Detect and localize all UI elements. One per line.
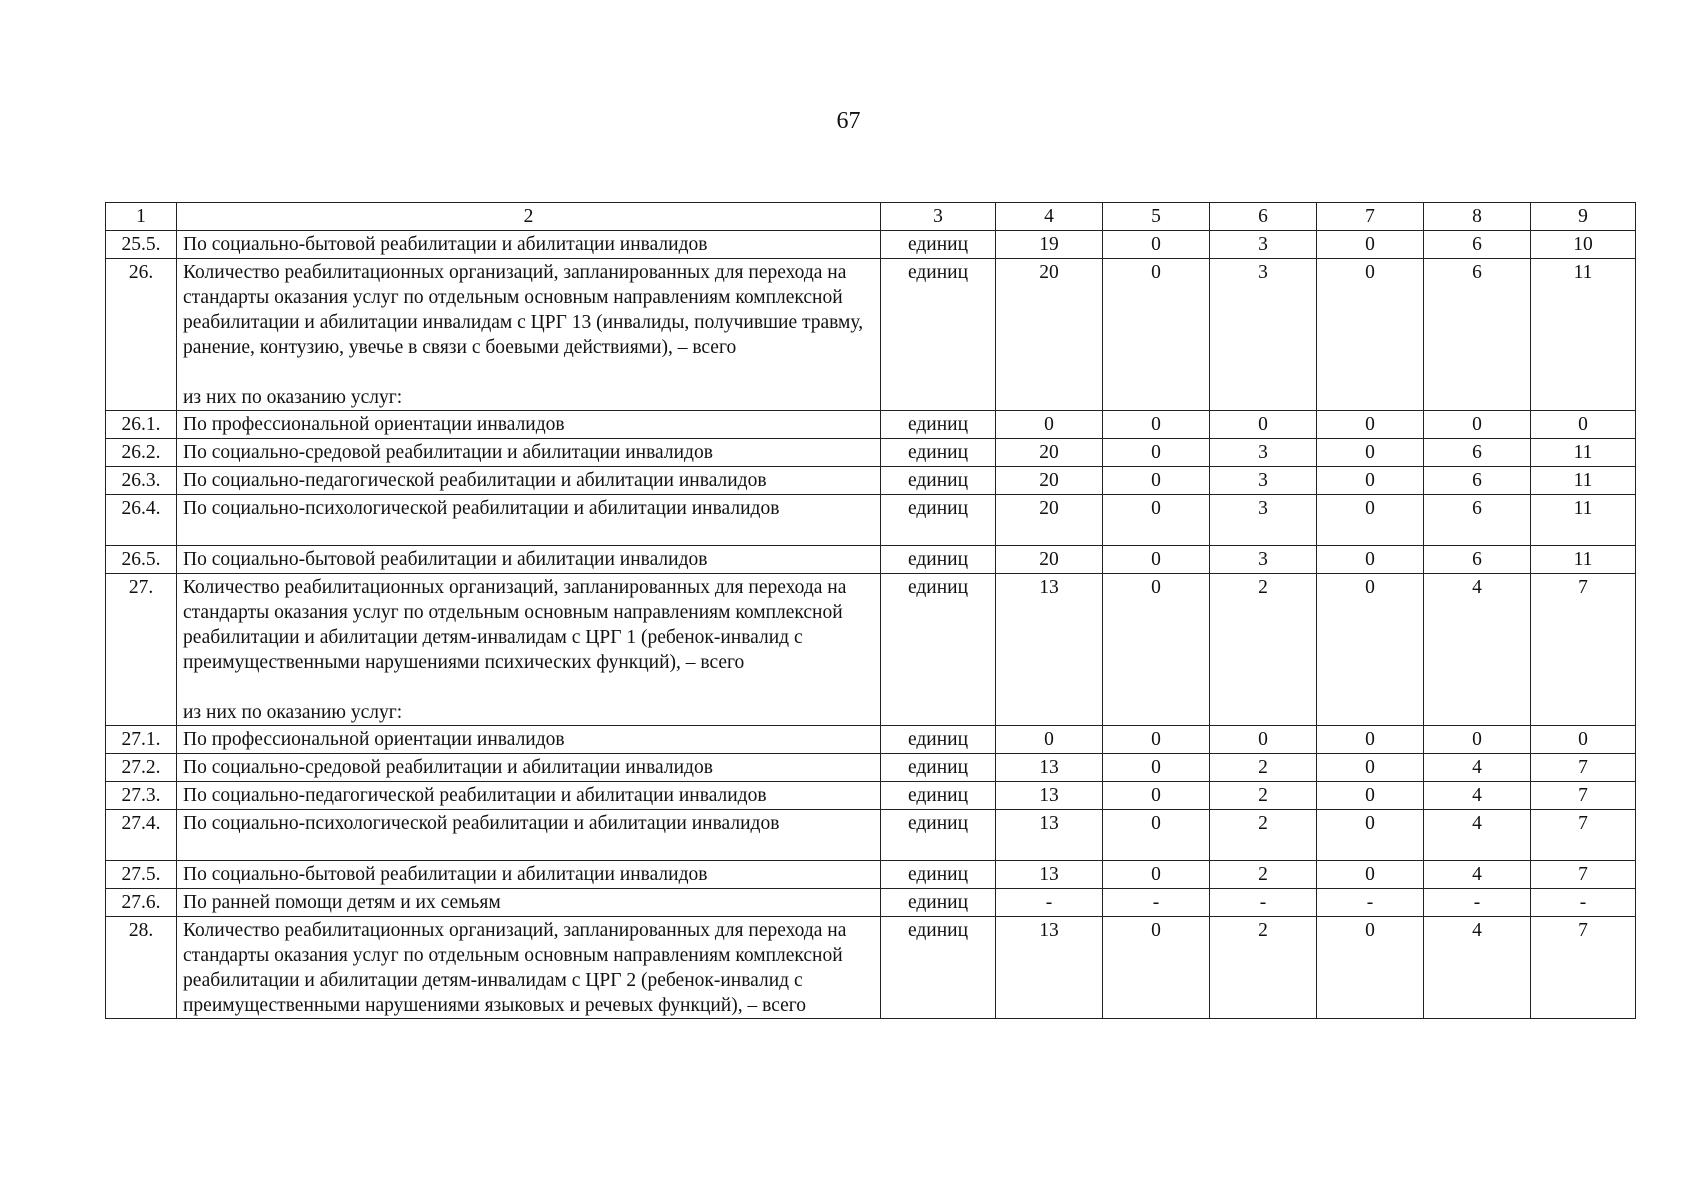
- value-cell: 4: [1424, 917, 1531, 1019]
- value-cell: 20: [996, 495, 1103, 546]
- value-cell: 2: [1210, 810, 1317, 861]
- value-cell: 7: [1531, 861, 1636, 889]
- value-cell: 0: [1103, 495, 1210, 546]
- row-unit: единиц: [881, 754, 996, 782]
- column-number-header-row: [106, 203, 1636, 231]
- value-cell: 0: [1424, 411, 1531, 439]
- value-cell: 20: [996, 546, 1103, 574]
- indicators-table: [105, 202, 1636, 1019]
- row-name: По профессиональной ориентации инвалидов: [177, 726, 881, 754]
- value-cell: 13: [996, 917, 1103, 1019]
- value-cell: 0: [1210, 726, 1317, 754]
- table-row: [106, 546, 1636, 574]
- row-unit: единиц: [881, 495, 996, 546]
- row-name: По социально-психологической реабилитации и абилитации инвалидов: [177, 810, 881, 861]
- value-cell: 0: [1103, 411, 1210, 439]
- value-cell: 13: [996, 574, 1103, 726]
- row-unit: единиц: [881, 782, 996, 810]
- value-cell: 13: [996, 810, 1103, 861]
- value-cell: 11: [1531, 546, 1636, 574]
- row-description: [177, 574, 881, 726]
- value-cell: 10: [1531, 231, 1636, 259]
- row-name: По социально-психологической реабилитации и абилитации инвалидов: [177, 495, 881, 546]
- table-row: [106, 810, 1636, 861]
- value-cell: 0: [1103, 259, 1210, 411]
- value-cell: 0: [1317, 574, 1424, 726]
- row-name: По социально-бытовой реабилитации и абилитации инвалидов: [177, 861, 881, 889]
- row-name: По социально-бытовой реабилитации и абилитации инвалидов: [177, 546, 881, 574]
- row-name: Количество реабилитационных организаций, запланированных для перехода на стандарты оказания услуг по отдельным основным направлениям комплексной реабилитации и абилитации детям-инвалидам с ЦРГ 1 (ребенок-инвалид с преимущественными нарушениями психических функций), – всего: [183, 577, 847, 673]
- row-unit: единиц: [881, 917, 996, 1019]
- table-row: [106, 574, 1636, 726]
- value-cell: 7: [1531, 810, 1636, 861]
- value-cell: 0: [1103, 546, 1210, 574]
- value-cell: 2: [1210, 574, 1317, 726]
- value-cell: 2: [1210, 754, 1317, 782]
- value-cell: 19: [996, 231, 1103, 259]
- value-cell: 7: [1531, 574, 1636, 726]
- column-header: 9: [1531, 203, 1636, 231]
- value-cell: 6: [1424, 259, 1531, 411]
- value-cell: 4: [1424, 574, 1531, 726]
- table-row: [106, 439, 1636, 467]
- value-cell: -: [1531, 889, 1636, 917]
- column-header: 6: [1210, 203, 1317, 231]
- value-cell: -: [1317, 889, 1424, 917]
- value-cell: 4: [1424, 861, 1531, 889]
- column-header: 5: [1103, 203, 1210, 231]
- value-cell: 20: [996, 439, 1103, 467]
- row-unit: единиц: [881, 259, 996, 411]
- value-cell: -: [1103, 889, 1210, 917]
- value-cell: 2: [1210, 917, 1317, 1019]
- value-cell: 7: [1531, 754, 1636, 782]
- row-name: По социально-средовой реабилитации и абилитации инвалидов: [177, 754, 881, 782]
- value-cell: 3: [1210, 259, 1317, 411]
- row-description: [177, 259, 881, 411]
- table-row: [106, 467, 1636, 495]
- value-cell: 2: [1210, 782, 1317, 810]
- column-header: 2: [177, 203, 881, 231]
- value-cell: 3: [1210, 467, 1317, 495]
- value-cell: -: [996, 889, 1103, 917]
- row-unit: единиц: [881, 889, 996, 917]
- row-number: 26.5.: [106, 546, 177, 574]
- value-cell: 4: [1424, 782, 1531, 810]
- value-cell: 0: [1317, 861, 1424, 889]
- row-name: Количество реабилитационных организаций, запланированных для перехода на стандарты оказания услуг по отдельным основным направлениям комплексной реабилитации и абилитации детям-инвалидам с ЦРГ 2 (ребенок-инвалид с преимущественными нарушениями языковых и речевых функций), – всего: [177, 917, 881, 1019]
- table-row: [106, 754, 1636, 782]
- row-unit: единиц: [881, 726, 996, 754]
- row-name: По социально-средовой реабилитации и абилитации инвалидов: [177, 439, 881, 467]
- value-cell: 11: [1531, 259, 1636, 411]
- row-number: 27.4.: [106, 810, 177, 861]
- value-cell: 4: [1424, 810, 1531, 861]
- value-cell: 0: [1103, 726, 1210, 754]
- table-row: [106, 231, 1636, 259]
- value-cell: 13: [996, 861, 1103, 889]
- value-cell: 6: [1424, 495, 1531, 546]
- row-number: 27.5.: [106, 861, 177, 889]
- column-header: 8: [1424, 203, 1531, 231]
- value-cell: 0: [1103, 467, 1210, 495]
- value-cell: 0: [1317, 467, 1424, 495]
- row-number: 27.6.: [106, 889, 177, 917]
- column-header: 4: [996, 203, 1103, 231]
- value-cell: 0: [1317, 495, 1424, 546]
- value-cell: 0: [1317, 754, 1424, 782]
- value-cell: 4: [1424, 754, 1531, 782]
- value-cell: 3: [1210, 231, 1317, 259]
- value-cell: -: [1210, 889, 1317, 917]
- table-row: [106, 917, 1636, 1019]
- value-cell: 0: [1317, 546, 1424, 574]
- row-number: 26.3.: [106, 467, 177, 495]
- value-cell: 0: [1531, 726, 1636, 754]
- row-number: 26.: [106, 259, 177, 411]
- value-cell: 0: [996, 726, 1103, 754]
- value-cell: 0: [1531, 411, 1636, 439]
- value-cell: 6: [1424, 231, 1531, 259]
- value-cell: 0: [1317, 439, 1424, 467]
- value-cell: 0: [1317, 411, 1424, 439]
- value-cell: 3: [1210, 439, 1317, 467]
- page-number: 67: [836, 108, 861, 134]
- value-cell: 20: [996, 467, 1103, 495]
- column-header: 1: [106, 203, 177, 231]
- row-unit: единиц: [881, 439, 996, 467]
- value-cell: 6: [1424, 546, 1531, 574]
- row-number: 28.: [106, 917, 177, 1019]
- value-cell: 2: [1210, 861, 1317, 889]
- value-cell: 20: [996, 259, 1103, 411]
- table-row: [106, 782, 1636, 810]
- row-number: 27.1.: [106, 726, 177, 754]
- value-cell: 0: [1317, 259, 1424, 411]
- row-name: По ранней помощи детям и их семьям: [177, 889, 881, 917]
- value-cell: 13: [996, 754, 1103, 782]
- row-unit: единиц: [881, 546, 996, 574]
- row-subheading: из них по оказанию услуг:: [183, 387, 403, 408]
- value-cell: 11: [1531, 467, 1636, 495]
- row-unit: единиц: [881, 574, 996, 726]
- row-name: По профессиональной ориентации инвалидов: [177, 411, 881, 439]
- value-cell: 0: [1103, 754, 1210, 782]
- row-number: 26.4.: [106, 495, 177, 546]
- value-cell: 0: [996, 411, 1103, 439]
- value-cell: 0: [1317, 782, 1424, 810]
- row-number: 26.2.: [106, 439, 177, 467]
- value-cell: 6: [1424, 467, 1531, 495]
- value-cell: 3: [1210, 546, 1317, 574]
- value-cell: 11: [1531, 439, 1636, 467]
- table-row: [106, 411, 1636, 439]
- table-row: [106, 889, 1636, 917]
- value-cell: 0: [1317, 726, 1424, 754]
- row-unit: единиц: [881, 231, 996, 259]
- value-cell: 0: [1317, 231, 1424, 259]
- row-unit: единиц: [881, 411, 996, 439]
- value-cell: 0: [1317, 810, 1424, 861]
- row-number: 27.2.: [106, 754, 177, 782]
- table-row: [106, 495, 1636, 546]
- row-subheading: из них по оказанию услуг:: [183, 702, 403, 723]
- value-cell: 6: [1424, 439, 1531, 467]
- row-name: Количество реабилитационных организаций, запланированных для перехода на стандарты оказания услуг по отдельным основным направлениям комплексной реабилитации и абилитации инвалидам с ЦРГ 13 (инвалиды, получившие травму, ранение, контузию, увечье в связи с боевыми действиями), – всего: [183, 262, 864, 358]
- value-cell: 11: [1531, 495, 1636, 546]
- value-cell: 0: [1103, 439, 1210, 467]
- value-cell: 13: [996, 782, 1103, 810]
- value-cell: 3: [1210, 495, 1317, 546]
- row-number: 25.5.: [106, 231, 177, 259]
- row-number: 27.: [106, 574, 177, 726]
- row-name: По социально-педагогической реабилитации и абилитации инвалидов: [177, 782, 881, 810]
- value-cell: 0: [1103, 782, 1210, 810]
- row-number: 26.1.: [106, 411, 177, 439]
- value-cell: 0: [1424, 726, 1531, 754]
- value-cell: 7: [1531, 917, 1636, 1019]
- value-cell: -: [1424, 889, 1531, 917]
- row-unit: единиц: [881, 861, 996, 889]
- value-cell: 0: [1103, 810, 1210, 861]
- table-row: [106, 861, 1636, 889]
- value-cell: 0: [1103, 231, 1210, 259]
- column-header: 3: [881, 203, 996, 231]
- table-row: [106, 726, 1636, 754]
- value-cell: 7: [1531, 782, 1636, 810]
- value-cell: 0: [1103, 917, 1210, 1019]
- table-row: [106, 259, 1636, 411]
- row-unit: единиц: [881, 467, 996, 495]
- value-cell: 0: [1317, 917, 1424, 1019]
- column-header: 7: [1317, 203, 1424, 231]
- row-unit: единиц: [881, 810, 996, 861]
- value-cell: 0: [1210, 411, 1317, 439]
- row-name: По социально-педагогической реабилитации и абилитации инвалидов: [177, 467, 881, 495]
- row-number: 27.3.: [106, 782, 177, 810]
- value-cell: 0: [1103, 574, 1210, 726]
- row-name: По социально-бытовой реабилитации и абилитации инвалидов: [177, 231, 881, 259]
- value-cell: 0: [1103, 861, 1210, 889]
